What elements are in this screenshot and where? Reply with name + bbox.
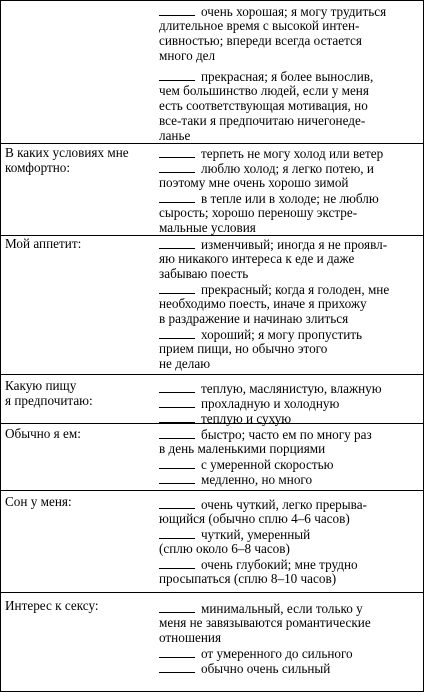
- option-line: теплую, маслянистую, влажную: [159, 381, 382, 397]
- option-line: есть соответствующая мотивация, но: [159, 98, 368, 113]
- answer-blank[interactable]: [159, 4, 195, 16]
- option-line: люблю холод; я легко потею, и: [159, 161, 374, 177]
- option-line: чем большинство людей, если у меня: [159, 83, 369, 98]
- option-line: с умеренной скоростью: [159, 457, 333, 473]
- option-line: поэтому мне очень хорошо зимой: [159, 175, 349, 190]
- answer-blank[interactable]: [159, 646, 195, 658]
- option-line: забываю поесть: [159, 266, 249, 281]
- option-line: очень чуткий, легко прерыва-: [159, 497, 367, 513]
- answer-blank[interactable]: [159, 472, 195, 484]
- section-divider: [1, 423, 423, 424]
- option-line: очень глубокий; мне трудно: [159, 557, 358, 573]
- option-line: изменчивый; иногда я не проявл-: [159, 237, 387, 253]
- option-line: (сплю около 6–8 часов): [159, 541, 290, 556]
- option-line: чуткий, умеренный: [159, 527, 310, 543]
- answer-blank[interactable]: [159, 146, 195, 158]
- option-line: от умеренного до сильного: [159, 646, 353, 662]
- option-line: прохладную и холодную: [159, 396, 339, 412]
- answer-blank[interactable]: [159, 282, 195, 294]
- section-divider: [1, 374, 423, 375]
- option-line: теплую и сухую: [159, 411, 291, 427]
- option-line: отношения: [159, 630, 222, 645]
- answer-blank[interactable]: [159, 161, 195, 173]
- answer-blank[interactable]: [159, 191, 195, 203]
- option-line: сивностью; впереди всегда остается: [159, 33, 362, 48]
- answer-blank[interactable]: [159, 427, 195, 439]
- question-label: Какую пищу я предпочитаю:: [5, 378, 93, 408]
- answer-blank[interactable]: [159, 661, 195, 673]
- option-line: просыпаться (сплю 8–10 часов): [159, 571, 337, 586]
- answer-blank[interactable]: [159, 457, 195, 469]
- option-line: минимальный, если только у: [159, 601, 363, 617]
- option-line: в раздражение и начинаю злиться: [159, 311, 349, 326]
- answer-blank[interactable]: [159, 69, 195, 81]
- option-line: прекрасный; когда я голоден, мне: [159, 282, 389, 298]
- question-label: Сон у меня:: [5, 494, 72, 509]
- option-line: в день маленькими порциями: [159, 441, 326, 456]
- section-divider: [1, 592, 423, 593]
- answer-blank[interactable]: [159, 411, 195, 423]
- answer-blank[interactable]: [159, 327, 195, 339]
- option-line: прием пищи, но обычно этого: [159, 341, 328, 356]
- option-line: очень хорошая; я могу трудиться: [159, 4, 386, 20]
- option-line: ющийся (обычно сплю 4–6 часов): [159, 511, 350, 526]
- option-line: быстро; часто ем по многу раз: [159, 427, 372, 443]
- question-label: Мой аппетит:: [5, 236, 82, 251]
- answer-blank[interactable]: [159, 601, 195, 613]
- option-line: хороший; я могу пропустить: [159, 327, 362, 343]
- question-label: Обычно я ем:: [5, 426, 81, 441]
- option-line: необходимо поесть, иначе я прихожу: [159, 296, 367, 311]
- answer-blank[interactable]: [159, 237, 195, 249]
- option-line: обычно очень сильный: [159, 661, 330, 677]
- option-line: яю никакого интереса к еде и даже: [159, 251, 355, 266]
- option-line: все-таки я предпочитаю ничегонеде-: [159, 113, 366, 128]
- question-label: В каких условиях мне комфортно:: [5, 145, 129, 175]
- answer-blank[interactable]: [159, 381, 195, 393]
- option-line: меня не завязываются романтические: [159, 615, 371, 630]
- option-line: прекрасная; я более вынослив,: [159, 69, 373, 85]
- option-line: ланье: [159, 128, 191, 143]
- answer-blank[interactable]: [159, 396, 195, 408]
- answer-blank[interactable]: [159, 557, 195, 569]
- section-divider: [1, 143, 423, 144]
- option-line: не делаю: [159, 356, 211, 371]
- option-line: мальные условия: [159, 220, 256, 235]
- answer-blank[interactable]: [159, 527, 195, 539]
- option-line: сырость; хорошо переношу экстре-: [159, 205, 358, 220]
- answer-blank[interactable]: [159, 497, 195, 509]
- option-line: терпеть не могу холод или ветер: [159, 146, 383, 162]
- option-line: много дел: [159, 48, 216, 63]
- section-divider: [1, 490, 423, 491]
- question-label: Интерес к сексу:: [5, 598, 99, 613]
- option-line: медленно, но много: [159, 472, 312, 488]
- option-line: в тепле или в холоде; не люблю: [159, 191, 379, 207]
- option-line: длительное время с высокой интен-: [159, 18, 360, 33]
